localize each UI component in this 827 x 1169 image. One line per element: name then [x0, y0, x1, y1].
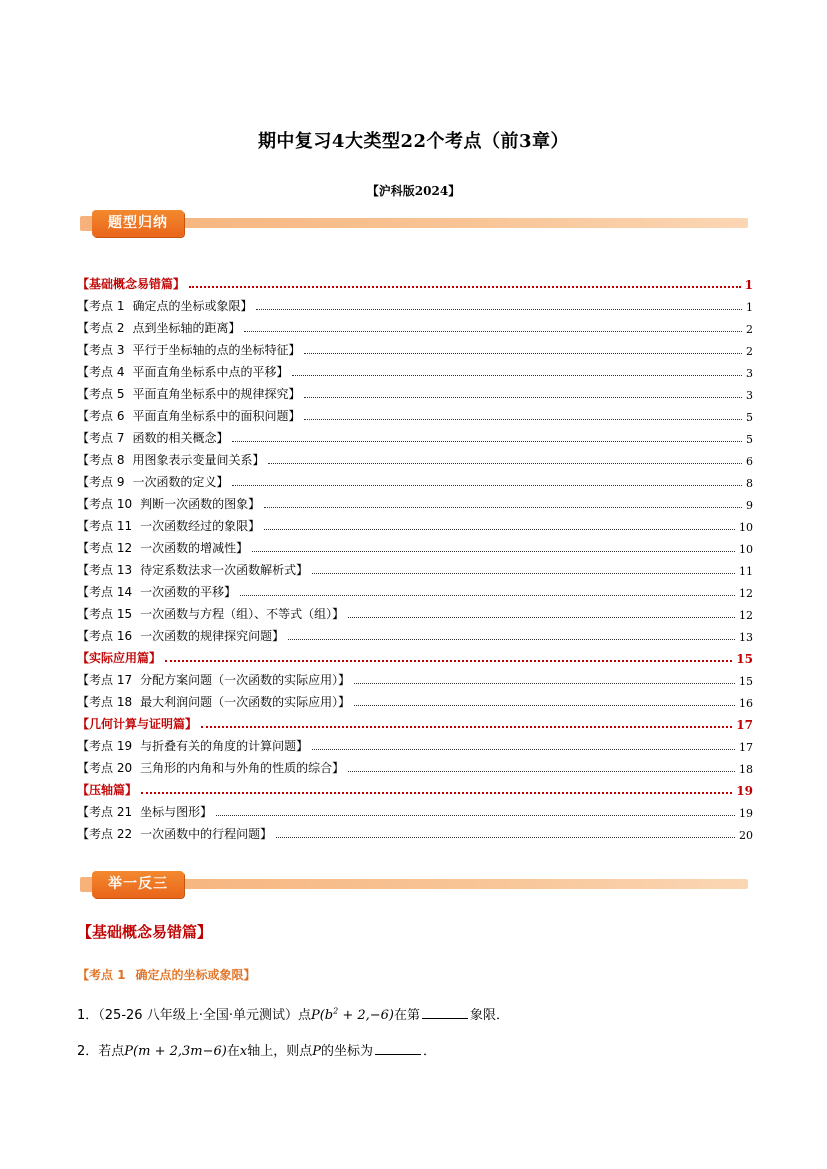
toc-item-label	[77, 385, 300, 402]
toc-item-label	[77, 583, 236, 600]
toc-page-number: 8	[746, 477, 753, 490]
toc-kp-number: 【考点 2	[77, 321, 125, 335]
toc-page-number: 18	[739, 763, 753, 776]
toc-kp-number: 【考点 3	[77, 343, 125, 357]
toc-item-label	[77, 561, 308, 578]
toc-item-label	[77, 363, 288, 380]
kp-heading	[77, 966, 256, 983]
toc-item-label	[77, 297, 252, 314]
toc-item-row[interactable]	[77, 798, 753, 820]
question-text: 象限．	[470, 1008, 510, 1023]
toc-kp-name: 平面直角坐标系中的面积问题】	[132, 409, 301, 423]
toc-kp-number: 【考点 11	[77, 519, 133, 533]
toc-kp-name: 一次函数的增减性】	[140, 541, 249, 555]
toc-kp-name: 分配方案问题（一次函数的实际应用）】	[140, 673, 351, 687]
toc-page-number: 16	[739, 697, 753, 710]
toc-leader-dots	[252, 551, 735, 552]
toc-page-number: 9	[746, 499, 753, 512]
toc-kp-number: 【考点 22	[77, 827, 133, 841]
toc-page-number: 11	[739, 565, 753, 578]
toc-kp-name: 平行于坐标轴的点的坐标特征】	[132, 343, 301, 357]
math-part: + 2,−6)	[338, 1008, 394, 1023]
question-text: 在第	[394, 1008, 421, 1023]
toc-leader-dots	[304, 419, 742, 420]
toc-section-label: 【压轴篇】	[77, 783, 138, 797]
toc-leader-dots	[276, 837, 735, 838]
toc-item-label	[77, 627, 284, 644]
toc-kp-number: 【考点 18	[77, 695, 133, 709]
toc-page-number: 2	[746, 323, 753, 336]
toc-kp-number: 【考点 10	[77, 497, 133, 511]
toc-leader-dots	[232, 485, 742, 486]
toc-item-row[interactable]	[77, 512, 753, 534]
toc-item-label	[77, 825, 272, 842]
toc-kp-number: 【考点 15	[77, 607, 133, 621]
toc-section-row[interactable]	[77, 644, 753, 666]
toc-page-number: 15	[739, 675, 753, 688]
toc-leader-dots	[304, 353, 742, 354]
toc-item-label	[77, 429, 228, 446]
toc-page-number: 19	[736, 784, 753, 798]
toc-item-label	[77, 759, 344, 776]
math-expression: P(m + 2,3m−6)	[124, 1044, 227, 1059]
toc-page-number: 3	[746, 389, 753, 402]
toc-kp-name: 与折叠有关的角度的计算问题】	[140, 739, 309, 753]
toc-page-number: 12	[739, 587, 753, 600]
toc-page-number: 17	[739, 741, 753, 754]
toc-kp-number: 【考点 16	[77, 629, 133, 643]
toc-section-row[interactable]	[77, 270, 753, 292]
question-text: 若点	[98, 1044, 125, 1059]
toc-item-row[interactable]	[77, 446, 753, 468]
toc-kp-name: 平面直角坐标系中的规律探究】	[132, 387, 301, 401]
question-source: （25-26 八年级上·全国·单元测试）点	[98, 1008, 311, 1023]
toc-kp-number: 【考点 7	[77, 431, 125, 445]
toc-leader-dots	[232, 441, 742, 442]
toc-kp-number: 【考点 20	[77, 761, 133, 775]
toc-kp-number: 【考点 5	[77, 387, 125, 401]
toc-item-row[interactable]	[77, 424, 753, 446]
toc-kp-name: 用图象表示变量间关系】	[132, 453, 265, 467]
summary-banner-label: 题型归纳	[92, 210, 184, 237]
kp-heading-label: 【考点 1	[77, 968, 126, 982]
question-number: 2．	[77, 1044, 99, 1059]
toc-item-label	[77, 473, 228, 490]
toc-item-label	[77, 341, 300, 358]
toc-item-row[interactable]	[77, 380, 753, 402]
toc-leader-dots	[288, 639, 735, 640]
toc-kp-name: 确定点的坐标或象限】	[132, 299, 253, 313]
kp-heading-name: 确定点的坐标或象限】	[135, 968, 256, 982]
summary-banner	[76, 210, 748, 238]
toc-kp-name: 一次函数的平移】	[140, 585, 237, 599]
toc-kp-name: 一次函数中的行程问题】	[140, 827, 273, 841]
answer-blank[interactable]	[375, 1042, 421, 1055]
toc-leader-dots	[240, 595, 735, 596]
math-part: P(b	[310, 1008, 334, 1023]
toc-kp-name: 一次函数的规律探究问题】	[140, 629, 285, 643]
toc-item-row[interactable]	[77, 336, 753, 358]
toc-page-number: 1	[744, 278, 753, 292]
toc-kp-number: 【考点 9	[77, 475, 125, 489]
toc-kp-name: 一次函数与方程（组）、不等式（组）】	[140, 607, 345, 621]
toc-item-label	[77, 319, 240, 336]
toc-kp-name: 最大利润问题（一次函数的实际应用）】	[140, 695, 351, 709]
toc-page-number: 12	[739, 609, 753, 622]
question-text: ．	[422, 1044, 436, 1059]
toc-leader-dots	[312, 573, 735, 574]
toc-kp-number: 【考点 13	[77, 563, 133, 577]
toc-kp-name: 一次函数的定义】	[132, 475, 229, 489]
toc-page-number: 20	[739, 829, 753, 842]
toc-item-label	[77, 605, 344, 622]
toc-kp-number: 【考点 4	[77, 365, 125, 379]
banner-bar	[86, 218, 748, 228]
toc-item-row[interactable]	[77, 688, 753, 710]
toc-item-label	[77, 693, 350, 710]
toc-kp-number: 【考点 19	[77, 739, 133, 753]
toc-leader-dots	[189, 286, 741, 288]
toc-item-label	[77, 539, 248, 556]
toc-item-row[interactable]	[77, 556, 753, 578]
toc-item-row[interactable]	[77, 534, 753, 556]
toc-kp-name: 函数的相关概念】	[132, 431, 229, 445]
toc-item-label	[77, 451, 264, 468]
toc-item-label	[77, 803, 212, 820]
toc-page-number: 1	[746, 301, 753, 314]
toc-leader-dots	[216, 815, 735, 816]
toc-page-number: 10	[739, 521, 753, 534]
question-text: 在	[226, 1044, 240, 1059]
toc-kp-number: 【考点 8	[77, 453, 125, 467]
toc-section-row[interactable]	[77, 776, 753, 798]
toc-item-row[interactable]	[77, 468, 753, 490]
toc-section-label: 【实际应用篇】	[77, 651, 162, 665]
examples-banner-label: 举一反三	[92, 871, 184, 898]
question-1	[77, 1004, 509, 1023]
math-expression	[311, 1008, 394, 1023]
toc-leader-dots	[141, 792, 732, 794]
toc-item-row[interactable]	[77, 402, 753, 424]
toc-kp-name: 三角形的内角和与外角的性质的综合】	[140, 761, 345, 775]
page-subtitle: 【沪科版2024】	[366, 184, 461, 198]
toc-leader-dots	[312, 749, 735, 750]
toc-leader-dots	[348, 771, 735, 772]
toc-kp-number: 【考点 17	[77, 673, 133, 687]
examples-banner	[76, 871, 748, 899]
toc-kp-number: 【考点 21	[77, 805, 133, 819]
toc-page-number: 13	[739, 631, 753, 644]
toc-kp-name: 判断一次函数的图象】	[140, 497, 261, 511]
toc-leader-dots	[304, 397, 742, 398]
toc-item-label	[77, 407, 300, 424]
toc-leader-dots	[264, 529, 735, 530]
toc-kp-number: 【考点 1	[77, 299, 125, 313]
toc-page-number: 5	[746, 411, 753, 424]
toc-page-number: 6	[746, 455, 753, 468]
toc-kp-name: 平面直角坐标系中点的平移】	[132, 365, 289, 379]
table-of-contents	[77, 270, 753, 842]
toc-kp-name: 待定系数法求一次函数解析式】	[140, 563, 309, 577]
question-number: 1．	[77, 1008, 99, 1023]
answer-blank[interactable]	[422, 1006, 468, 1019]
toc-item-row[interactable]	[77, 622, 753, 644]
toc-leader-dots	[292, 375, 742, 376]
toc-item-label	[77, 517, 260, 534]
toc-kp-name: 坐标与图形】	[140, 805, 213, 819]
question-text: 轴上，则点	[247, 1044, 313, 1059]
toc-kp-name: 一次函数经过的象限】	[140, 519, 261, 533]
toc-page-number: 2	[746, 345, 753, 358]
toc-item-row[interactable]	[77, 358, 753, 380]
toc-leader-dots	[201, 726, 732, 728]
toc-item-row[interactable]	[77, 578, 753, 600]
page-title: 期中复习4大类型22个考点（前3章）	[257, 131, 570, 152]
question-2	[77, 1040, 436, 1059]
toc-item-row[interactable]	[77, 600, 753, 622]
toc-page-number: 5	[746, 433, 753, 446]
toc-leader-dots	[264, 507, 742, 508]
toc-kp-number: 【考点 12	[77, 541, 133, 555]
toc-page-number: 10	[739, 543, 753, 556]
question-text: 的坐标为	[320, 1044, 373, 1059]
toc-leader-dots	[256, 309, 742, 310]
toc-kp-number: 【考点 14	[77, 585, 133, 599]
toc-leader-dots	[268, 463, 742, 464]
toc-section-label: 【几何计算与证明篇】	[77, 717, 198, 731]
toc-item-row[interactable]	[77, 314, 753, 336]
toc-leader-dots	[354, 705, 735, 706]
toc-page-number: 19	[739, 807, 753, 820]
toc-leader-dots	[165, 660, 732, 662]
toc-item-row[interactable]	[77, 490, 753, 512]
toc-leader-dots	[244, 331, 742, 332]
banner-bar	[86, 879, 748, 889]
toc-leader-dots	[348, 617, 735, 618]
math-variable: P	[312, 1044, 321, 1059]
toc-kp-name: 点到坐标轴的距离】	[132, 321, 241, 335]
toc-item-row[interactable]	[77, 292, 753, 314]
toc-item-row[interactable]	[77, 732, 753, 754]
toc-item-label	[77, 671, 350, 688]
math-superscript: 2	[333, 1006, 339, 1016]
toc-page-number: 3	[746, 367, 753, 380]
toc-page-number: 17	[736, 718, 753, 732]
toc-item-row[interactable]	[77, 754, 753, 776]
toc-leader-dots	[354, 683, 735, 684]
toc-page-number: 15	[736, 652, 753, 666]
toc-item-row[interactable]	[77, 666, 753, 688]
toc-item-label	[77, 495, 260, 512]
toc-section-label: 【基础概念易错篇】	[77, 277, 186, 291]
toc-item-row[interactable]	[77, 820, 753, 842]
math-variable: x	[239, 1044, 248, 1059]
toc-item-label	[77, 737, 308, 754]
toc-kp-number: 【考点 6	[77, 409, 125, 423]
toc-section-row[interactable]	[77, 710, 753, 732]
section-heading: 【基础概念易错篇】	[77, 923, 213, 941]
